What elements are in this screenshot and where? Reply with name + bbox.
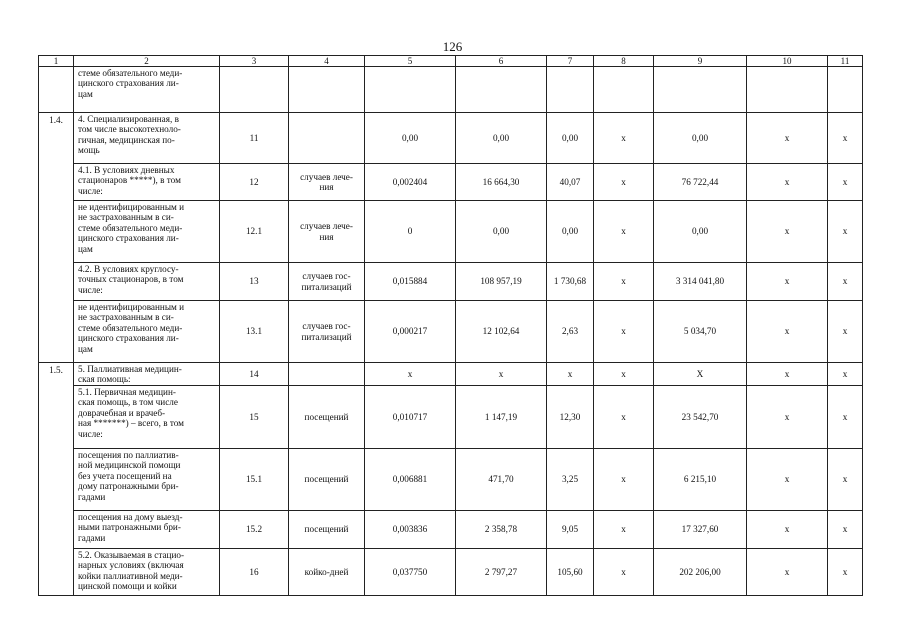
column-number: 8 [594, 56, 654, 67]
per-capita-cell: 12,30 [547, 386, 594, 449]
row-number-cell: 15.2 [220, 511, 289, 549]
section-code-cell: 1.4. [39, 113, 74, 363]
per-capita-cell: 2,63 [547, 301, 594, 363]
share-cell: х [828, 549, 863, 596]
per-capita-budget-cell: х [594, 164, 654, 201]
table-row [39, 201, 863, 263]
per-capita-budget-cell: х [594, 263, 654, 301]
share-cell: х [828, 201, 863, 263]
table-row [39, 301, 863, 363]
row-number-cell: 14 [220, 363, 289, 386]
column-number: 2 [74, 56, 220, 67]
row-name-cell: 5.1. Первичная медицин- ская помощь, в том числе доврачебная и врачеб- ная *******) – всего, в том числе: [74, 386, 220, 449]
cost-per-unit-cell: 2 358,78 [456, 511, 547, 549]
volume-per-person-cell: 0,037750 [365, 549, 456, 596]
row-name-cell: 5.2. Оказываемая в стацио- нарных условиях (включая койки паллиативной меди- цинской помощи и койки [74, 549, 220, 596]
table-row [39, 511, 863, 549]
column-number: 7 [547, 56, 594, 67]
column-number: 3 [220, 56, 289, 67]
per-capita-budget-cell: х [594, 449, 654, 511]
share-cell: х [828, 449, 863, 511]
table-row [39, 263, 863, 301]
page-number: 126 [442, 39, 463, 54]
row-name-cell: не идентифицированным и не застрахованным в си- стеме обязательного меди- цинского страхования ли- цам [74, 301, 220, 363]
volume-per-person-cell: 0,000217 [365, 301, 456, 363]
row-number-cell: 15 [220, 386, 289, 449]
row-number-cell: 13 [220, 263, 289, 301]
cost-per-unit-cell: 0,00 [456, 113, 547, 164]
row-name-cell: посещения на дому выезд- ными патронажными бри- гадами [74, 511, 220, 549]
share-cell: х [828, 363, 863, 386]
table-row [39, 549, 863, 596]
budget-total-cell: х [747, 301, 828, 363]
volume-per-person-cell: 0,006881 [365, 449, 456, 511]
cost-per-unit-cell: 471,70 [456, 449, 547, 511]
share-cell: х [828, 386, 863, 449]
cost-total-cell: X [654, 363, 747, 386]
unit-cell: случаев лече- ния [289, 201, 365, 263]
cost-per-unit-cell: 12 102,64 [456, 301, 547, 363]
unit-cell [289, 113, 365, 164]
column-number: 5 [365, 56, 456, 67]
column-numbers-row [39, 56, 863, 67]
per-capita-cell: 0,00 [547, 113, 594, 164]
row-name-cell: посещения по паллиатив- ной медицинской помощи без учета посещений на дому патронажными бри- гадами [74, 449, 220, 511]
cost-per-unit-cell: х [456, 363, 547, 386]
row-name-cell: не идентифицированным и не застрахованным в си- стеме обязательного меди- цинского страхования ли- цам [74, 201, 220, 263]
row-name-cell: стеме обязательного меди- цинского страхования ли- цам [74, 67, 220, 113]
cost-per-unit-cell: 2 797,27 [456, 549, 547, 596]
per-capita-cell: х [547, 363, 594, 386]
row-number-cell: 12 [220, 164, 289, 201]
table-row [39, 449, 863, 511]
share-cell: х [828, 511, 863, 549]
unit-cell: случаев лече- ния [289, 164, 365, 201]
row-name-cell: 5. Паллиативная медицин- ская помощь: [74, 363, 220, 386]
unit-cell: койко-дней [289, 549, 365, 596]
row-number-cell [220, 67, 289, 113]
per-capita-cell [547, 67, 594, 113]
budget-total-cell: х [747, 201, 828, 263]
column-number: 9 [654, 56, 747, 67]
budget-total-cell: х [747, 511, 828, 549]
section-code-cell [39, 67, 74, 113]
share-cell [828, 67, 863, 113]
per-capita-cell: 0,00 [547, 201, 594, 263]
budget-total-cell: х [747, 263, 828, 301]
cost-total-cell: 17 327,60 [654, 511, 747, 549]
table-row [39, 363, 863, 386]
unit-cell: посещений [289, 386, 365, 449]
column-number: 10 [747, 56, 828, 67]
cost-total-cell: 0,00 [654, 201, 747, 263]
row-name-cell: 4.1. В условиях дневных стационаров *****), в том числе: [74, 164, 220, 201]
per-capita-cell: 1 730,68 [547, 263, 594, 301]
share-cell: х [828, 301, 863, 363]
per-capita-cell: 3,25 [547, 449, 594, 511]
row-number-cell: 15.1 [220, 449, 289, 511]
row-name-cell: 4.2. В условиях круглосу- точных стационаров, в том числе: [74, 263, 220, 301]
row-number-cell: 13.1 [220, 301, 289, 363]
cost-per-unit-cell [456, 67, 547, 113]
cost-per-unit-cell: 0,00 [456, 201, 547, 263]
column-number: 6 [456, 56, 547, 67]
column-number: 1 [39, 56, 74, 67]
share-cell: х [828, 164, 863, 201]
volume-per-person-cell: 0,010717 [365, 386, 456, 449]
cost-total-cell: 202 206,00 [654, 549, 747, 596]
volume-per-person-cell: 0 [365, 201, 456, 263]
per-capita-budget-cell: х [594, 549, 654, 596]
cost-per-unit-cell: 1 147,19 [456, 386, 547, 449]
volume-per-person-cell: 0,002404 [365, 164, 456, 201]
volume-per-person-cell: 0,015884 [365, 263, 456, 301]
per-capita-cell: 40,07 [547, 164, 594, 201]
per-capita-budget-cell: х [594, 511, 654, 549]
per-capita-budget-cell: х [594, 201, 654, 263]
cost-total-cell: 0,00 [654, 113, 747, 164]
cost-total-cell: 76 722,44 [654, 164, 747, 201]
budget-total-cell: х [747, 449, 828, 511]
cost-total-cell: 6 215,10 [654, 449, 747, 511]
per-capita-budget-cell: х [594, 386, 654, 449]
cost-total-cell [654, 67, 747, 113]
table-row [39, 386, 863, 449]
cost-total-cell: 23 542,70 [654, 386, 747, 449]
volume-per-person-cell [365, 67, 456, 113]
cost-per-unit-cell: 108 957,19 [456, 263, 547, 301]
table-row [39, 113, 863, 164]
budget-total-cell: х [747, 363, 828, 386]
row-number-cell: 11 [220, 113, 289, 164]
data-table [38, 55, 863, 596]
unit-cell: случаев гос- питализаций [289, 263, 365, 301]
per-capita-budget-cell [594, 67, 654, 113]
column-number: 11 [828, 56, 863, 67]
row-name-cell: 4. Специализированная, в том числе высокотехноло- гичная, медицинская по- мощь [74, 113, 220, 164]
cost-total-cell: 5 034,70 [654, 301, 747, 363]
unit-cell: посещений [289, 511, 365, 549]
budget-total-cell [747, 67, 828, 113]
budget-total-cell: х [747, 164, 828, 201]
per-capita-cell: 9,05 [547, 511, 594, 549]
column-number: 4 [289, 56, 365, 67]
unit-cell: посещений [289, 449, 365, 511]
volume-per-person-cell: 0,00 [365, 113, 456, 164]
per-capita-budget-cell: х [594, 301, 654, 363]
budget-total-cell: х [747, 549, 828, 596]
budget-total-cell: х [747, 113, 828, 164]
budget-total-cell: х [747, 386, 828, 449]
section-code-cell: 1.5. [39, 363, 74, 596]
per-capita-budget-cell: х [594, 363, 654, 386]
unit-cell: случаев гос- питализаций [289, 301, 365, 363]
share-cell: х [828, 113, 863, 164]
unit-cell [289, 363, 365, 386]
unit-cell [289, 67, 365, 113]
row-number-cell: 12.1 [220, 201, 289, 263]
volume-per-person-cell: 0,003836 [365, 511, 456, 549]
volume-per-person-cell: х [365, 363, 456, 386]
cost-total-cell: 3 314 041,80 [654, 263, 747, 301]
per-capita-budget-cell: х [594, 113, 654, 164]
share-cell: х [828, 263, 863, 301]
per-capita-cell: 105,60 [547, 549, 594, 596]
row-number-cell: 16 [220, 549, 289, 596]
table-row [39, 164, 863, 201]
table-row [39, 67, 863, 113]
cost-per-unit-cell: 16 664,30 [456, 164, 547, 201]
